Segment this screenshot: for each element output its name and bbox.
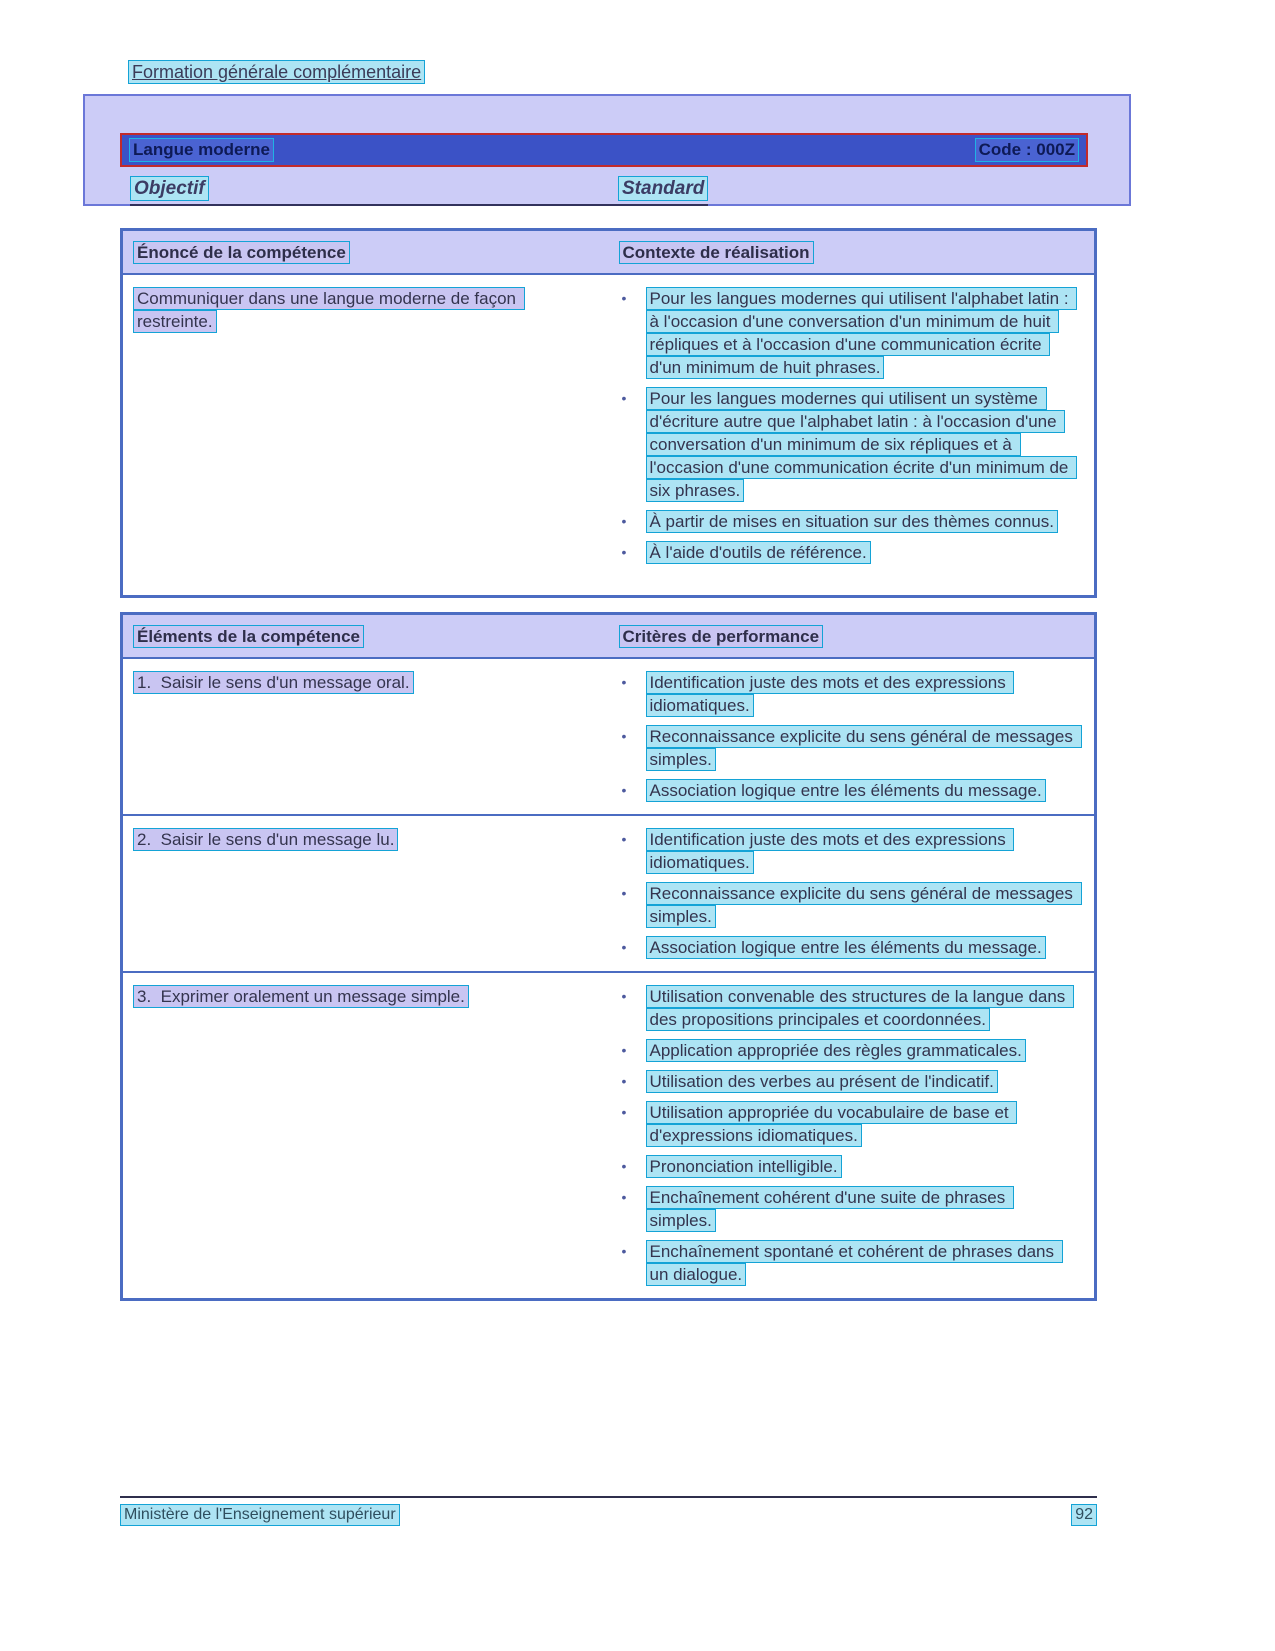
criteria-text: Identification juste des mots et des expressions idiomatiques. (646, 828, 1015, 874)
course-title: Langue moderne (129, 138, 274, 162)
bullet-icon: • (621, 1189, 627, 1205)
criteria-text: Association logique entre les éléments du message. (646, 779, 1046, 802)
criteria-text: Enchaînement spontané et cohérent de phrases dans un dialogue. (646, 1240, 1063, 1286)
section-headings (130, 178, 708, 206)
bullet-text (646, 1155, 1075, 1178)
header-elements (123, 615, 609, 657)
bullet-text (646, 541, 1075, 564)
competence-statement: Communiquer dans une langue moderne de façon restreinte. (133, 287, 525, 333)
element-text: 3. Exprimer oralement un message simple. (133, 985, 469, 1008)
criteria-text: Reconnaissance explicite du sens général de messages simples. (646, 725, 1082, 771)
list-item (622, 779, 1075, 802)
bullet-text (646, 1101, 1075, 1147)
header-enonce (123, 231, 609, 273)
bullet-text (646, 779, 1075, 802)
list-item (622, 1070, 1075, 1093)
document-heading (128, 62, 425, 83)
bullet-icon: • (621, 674, 627, 690)
page-number: 92 (1071, 1504, 1097, 1526)
bullet-icon: • (621, 782, 627, 798)
bullet-text (646, 1186, 1075, 1232)
contexte-cell (609, 275, 1095, 576)
criteria-text: Enchaînement cohérent d'une suite de phrases simples. (646, 1186, 1015, 1232)
header-criteres-text: Critères de performance (619, 625, 824, 648)
competence-table-header (123, 231, 1094, 275)
list-item (622, 936, 1075, 959)
bullet-text (646, 287, 1075, 379)
table-row (123, 275, 1094, 576)
bullet-text (646, 671, 1075, 717)
bullet-text (646, 1070, 1075, 1093)
bullet-icon: • (621, 513, 627, 529)
element-cell (123, 659, 609, 814)
list-item (622, 985, 1075, 1031)
standard-heading (618, 178, 708, 206)
criteria-text: Reconnaissance explicite du sens général de messages simples. (646, 882, 1082, 928)
bullet-text (646, 882, 1078, 928)
header-contexte (609, 231, 1095, 273)
bullet-icon: • (621, 1243, 627, 1259)
bullet-icon: • (621, 544, 627, 560)
criteria-cell (609, 973, 1095, 1298)
bullet-icon: • (621, 290, 627, 306)
list-item (622, 1101, 1075, 1147)
document-heading-text: Formation générale complémentaire (128, 60, 425, 84)
bullet-text (646, 510, 1075, 533)
element-text: 2. Saisir le sens d'un message lu. (133, 828, 398, 851)
context-bullet-text: À partir de mises en situation sur des thèmes connus. (646, 510, 1058, 533)
list-item (622, 828, 1075, 874)
criteria-text: Application appropriée des règles grammaticales. (646, 1039, 1026, 1062)
objectif-heading-text: Objectif (130, 176, 209, 201)
criteria-text: Utilisation convenable des structures de la langue dans des propositions principales et coordonnées. (646, 985, 1075, 1031)
list-item (621, 725, 1078, 771)
page-footer (120, 1496, 1097, 1526)
objectif-heading (130, 178, 618, 206)
course-banner (120, 133, 1088, 167)
criteria-cell (609, 659, 1095, 814)
element-text: 1. Saisir le sens d'un message oral. (133, 671, 414, 694)
list-item (622, 1039, 1075, 1062)
element-cell (123, 973, 609, 1298)
competence-table (120, 228, 1097, 598)
course-code: Code : 000Z (975, 138, 1079, 162)
bullet-icon: • (621, 1073, 627, 1089)
context-bullet-text: Pour les langues modernes qui utilisent l'alphabet latin : à l'occasion d'une conversation d'un minimum de huit répliques et à l'occasion d'une communication écrite d'un minimum de huit phrases. (646, 287, 1078, 379)
bullet-icon: • (621, 1158, 627, 1174)
table-row (123, 971, 1094, 1298)
bullet-text (646, 936, 1075, 959)
footer-ministry-text: Ministère de l'Enseignement supérieur (120, 1504, 400, 1526)
criteria-text: Identification juste des mots et des expressions idiomatiques. (646, 671, 1015, 717)
table-row (123, 814, 1094, 971)
bullet-text (646, 828, 1075, 874)
bullet-text (646, 985, 1075, 1031)
list-item (622, 387, 1075, 502)
criteria-text: Prononciation intelligible. (646, 1155, 842, 1178)
bullet-icon: • (621, 390, 627, 406)
bullet-text (646, 1240, 1075, 1286)
list-item (622, 1186, 1075, 1232)
bullet-text (646, 387, 1075, 502)
bullet-icon: • (621, 1104, 627, 1120)
header-elements-text: Éléments de la compétence (133, 625, 364, 648)
competence-statement-cell (123, 275, 609, 576)
header-contexte-text: Contexte de réalisation (619, 241, 814, 264)
elements-table-header (123, 615, 1094, 659)
list-item (622, 287, 1075, 379)
criteria-cell (609, 816, 1095, 971)
bullet-icon: • (621, 988, 627, 1004)
bullet-text (646, 1039, 1075, 1062)
header-criteres (609, 615, 1095, 657)
list-item (622, 541, 1075, 564)
list-item (622, 1155, 1075, 1178)
element-cell (123, 816, 609, 971)
bullet-icon: • (621, 831, 627, 847)
context-bullet-text: Pour les langues modernes qui utilisent un système d'écriture autre que l'alphabet latin : à l'occasion d'une conversation d'un minimum de six répliques et à l'occasion d'une communication écrite d'un minimum de six phrases. (646, 387, 1078, 502)
standard-heading-text: Standard (618, 176, 708, 201)
list-item (622, 1240, 1075, 1286)
criteria-text: Association logique entre les éléments du message. (646, 936, 1046, 959)
bullet-icon: • (621, 885, 627, 901)
bullet-text (646, 725, 1078, 771)
bullet-icon: • (621, 939, 627, 955)
table-row (123, 659, 1094, 814)
intro-box (83, 94, 1131, 206)
criteria-text: Utilisation appropriée du vocabulaire de base et d'expressions idiomatiques. (646, 1101, 1018, 1147)
list-item (622, 510, 1075, 533)
bullet-icon: • (621, 1042, 627, 1058)
bullet-icon: • (621, 728, 627, 744)
header-enonce-text: Énoncé de la compétence (133, 241, 350, 264)
criteria-text: Utilisation des verbes au présent de l'indicatif. (646, 1070, 998, 1093)
elements-table (120, 612, 1097, 1301)
list-item (621, 882, 1078, 928)
context-bullet-text: À l'aide d'outils de référence. (646, 541, 871, 564)
list-item (622, 671, 1075, 717)
